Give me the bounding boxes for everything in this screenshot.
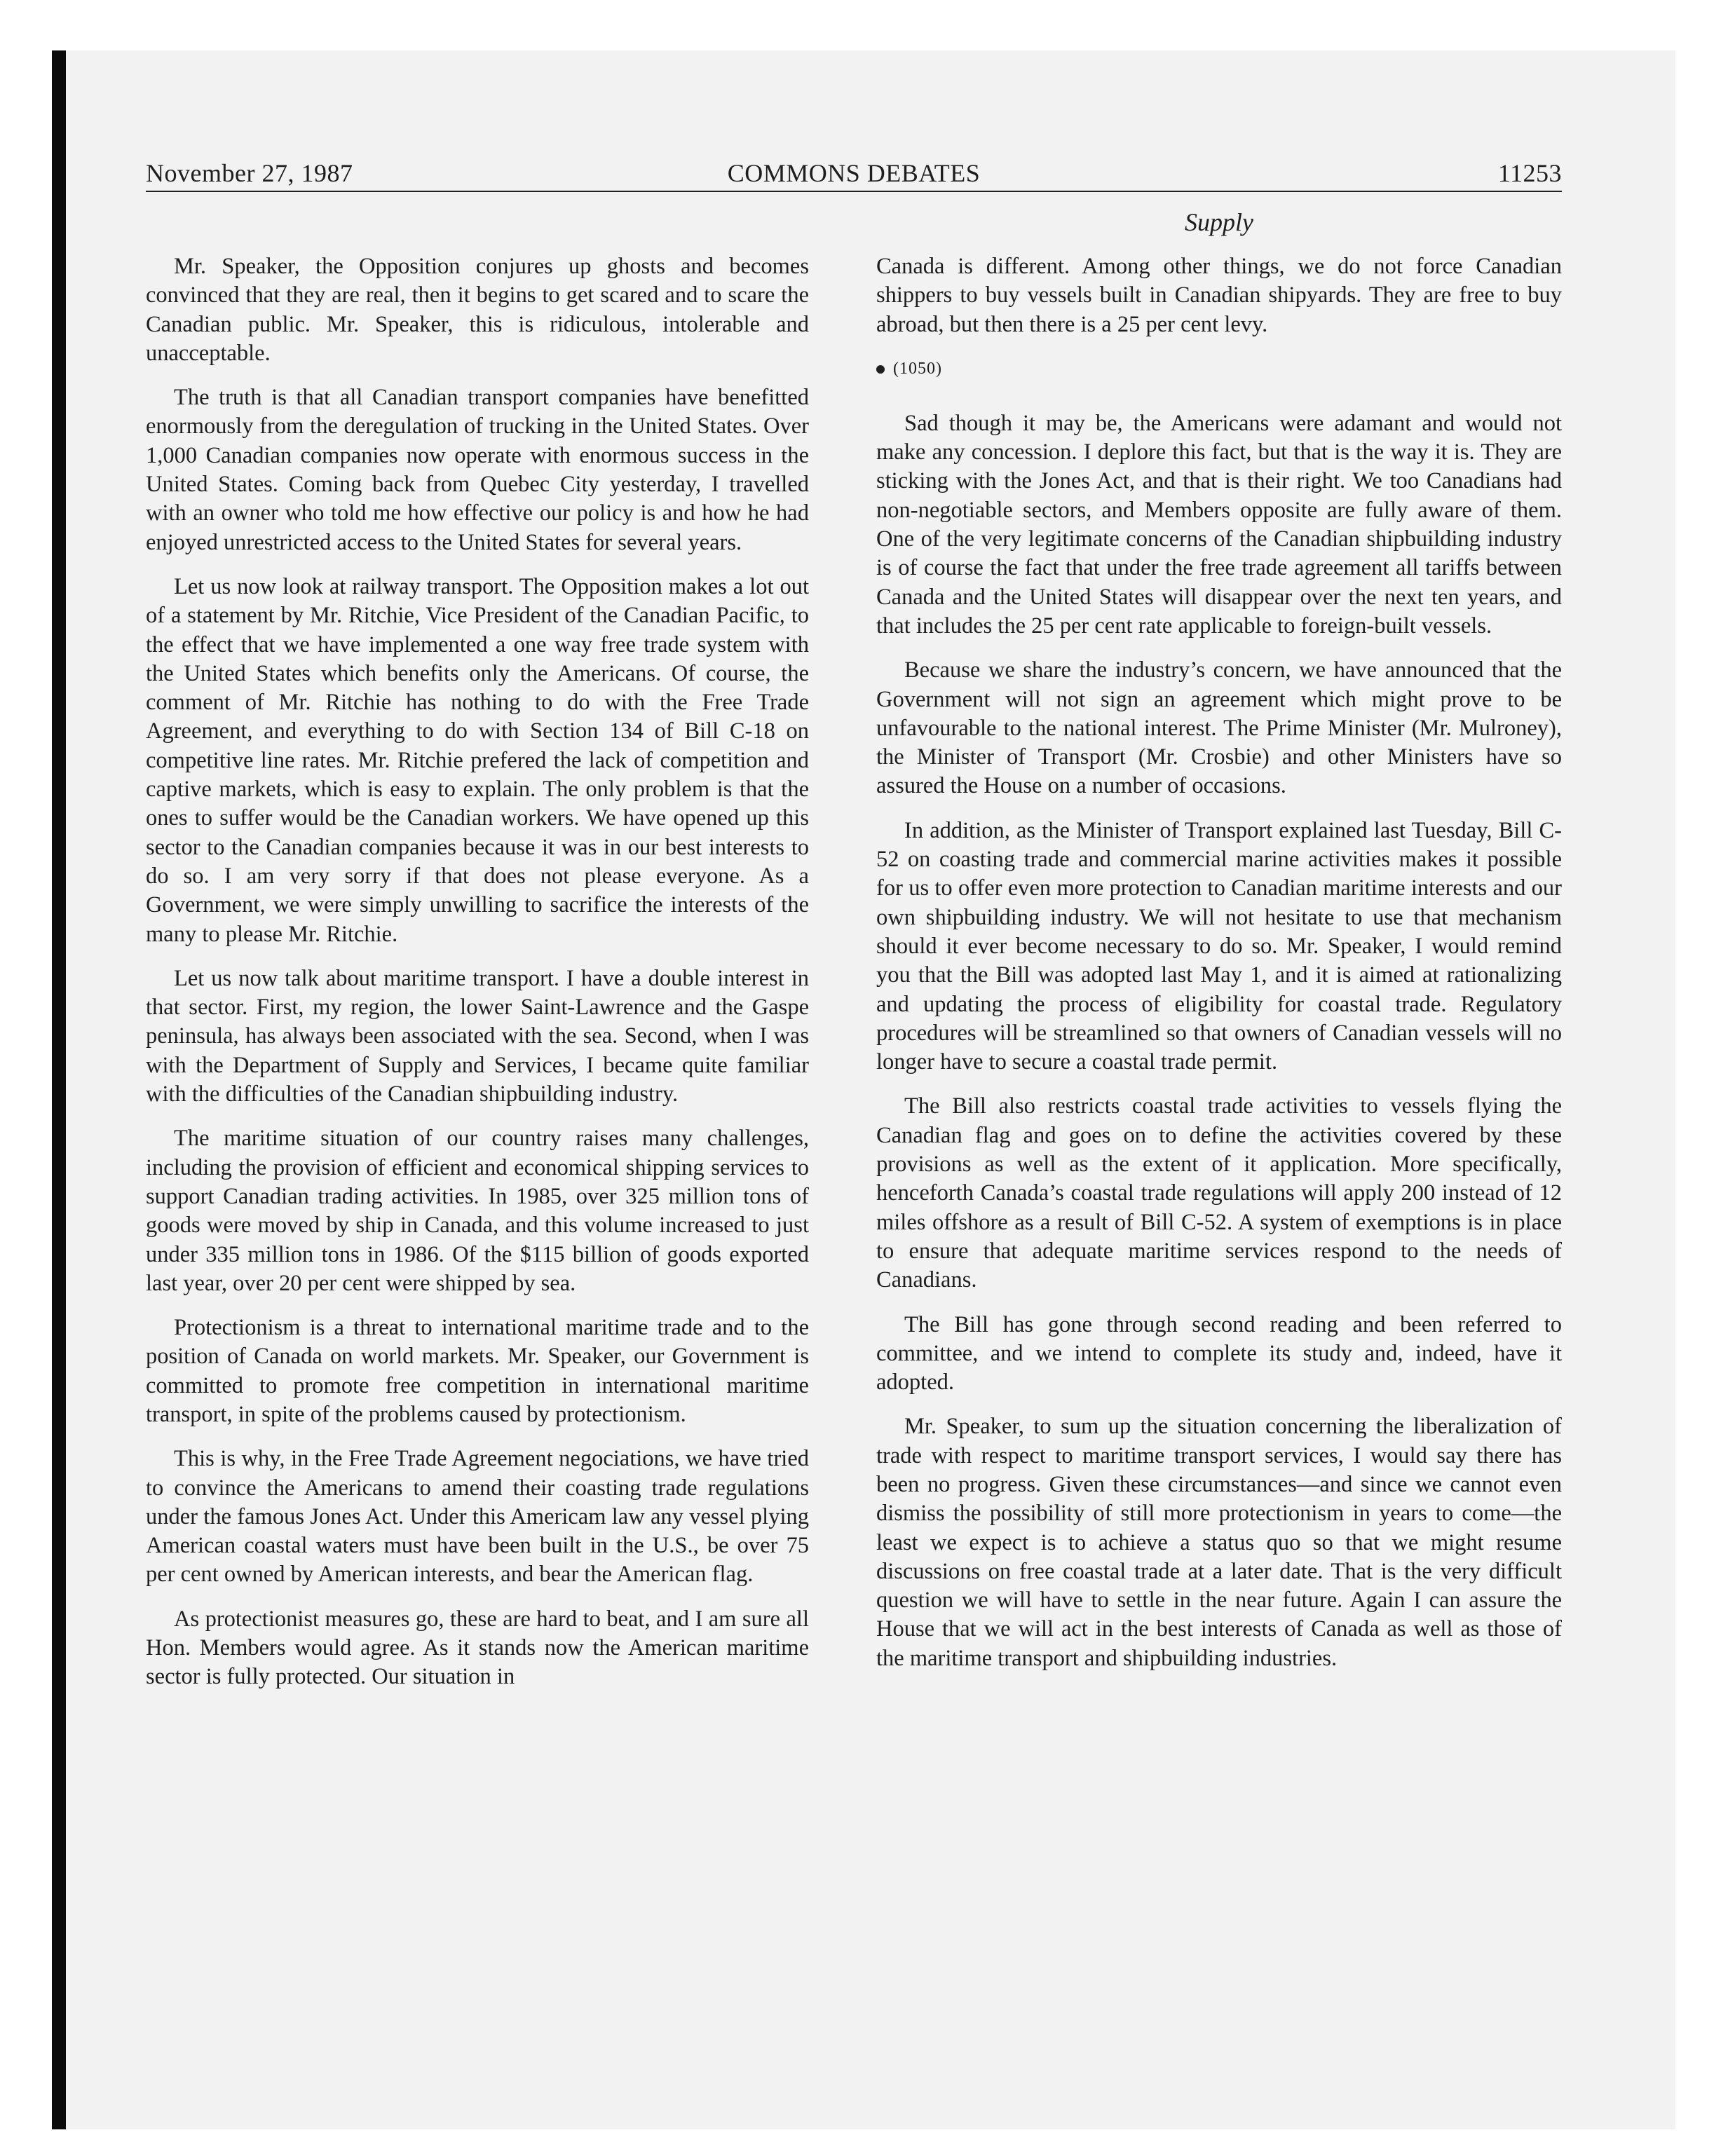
paragraph: The maritime situation of our country raises many challenges, including the provision of efficient and economical shipping services to support Canadian trading activities. In 1985, over 325 million tons of goods were moved by ship in Canada, and this volume increased to just under 335 million tons in 1986. Of the $115 billion of goods exported last year, over 20 per cent were shipped by sea. bbox=[146, 1126, 809, 1296]
header-rule bbox=[146, 191, 1562, 192]
header-page-number: 11253 bbox=[1497, 159, 1562, 187]
scan-edge bbox=[52, 50, 66, 2129]
paragraph: Let us now look at railway transport. The Opposition makes a lot out of a statement by Mr. Ritchie, Vice President of the Canadian Pacific, to the effect that we have implemented a one way free trade system with the United States which benefits only the Americans. Of course, the comment of Mr. Ritchie has nothing to do with the Free Trade Agreement, and everything to do with Section 134 of Bill C-18 on competitive line rates. Mr. Ritchie prefered the lack of competition and captive markets, which is easy to explain. The only problem is that the ones to suffer would be the Canadian workers. We have opened up this sector to the Canadian companies because it was in our best interests to do so. I am very sorry if that does not please everyone. As a Government, we were simply unwilling to sacrifice the interests of the many to please Mr. Ritchie. bbox=[146, 573, 809, 947]
paragraph: The truth is that all Canadian transport companies have benefitted enormously from the deregulation of trucking in the United States. Over 1,000 Canadian companies now operate with enormous success in the United States. Coming back from Quebec City yesterday, I travelled with an owner who told me how effective our policy is and how he had enjoyed unrestricted access to the United States for several years. bbox=[146, 385, 809, 555]
paragraph: As protectionist measures go, these are hard to beat, and I am sure all Hon. Members would agree. As it stands now the American maritime sector is fully protected. Our situation in bbox=[146, 1606, 809, 1690]
paragraph: In addition, as the Minister of Transport explained last Tuesday, Bill C-52 on coasting trade and commercial marine activities makes it possible for us to offer even more protection to Canadian maritime interests and our own shipbuilding industry. We will not hesitate to use that mechanism should it ever become necessary to do so. Mr. Speaker, I would remind you that the Bill was adopted last May 1, and it is aimed at rationalizing and updating the process of eligibility for coastal trade. Regulatory procedures will be streamlined so that owners of Canadian vessels will no longer have to secure a coastal trade permit. bbox=[876, 817, 1562, 1075]
paragraph: Mr. Speaker, to sum up the situation concerning the liberalization of trade with respect to maritime transport services, I would say there has been no progress. Given these circumstances—and since we cannot even dismiss the possibility of still more protectionism in years to come—the least we expect is to achieve a status quo so that we might resume discussions on free coastal trade at a later date. That is the very difficult question we will have to settle in the near future. Again I can assure the House that we will act in the best interests of Canada as well as those of the maritime transport and shipbuilding industries. bbox=[876, 1414, 1562, 1671]
paragraph: Protectionism is a threat to international maritime trade and to the position of Canada on world markets. Mr. Speaker, our Government is committed to promote free competition in international maritime transport, in spite of the problems caused by protectionism. bbox=[146, 1315, 809, 1427]
right-column bbox=[876, 252, 1562, 1688]
header-date: November 27, 1987 bbox=[146, 159, 353, 187]
paragraph: Mr. Speaker, the Opposition conjures up ghosts and becomes convinced that they are real, then it begins to get scared and to scare the Canadian public. Mr. Speaker, this is ridiculous, intolerable and unacceptable. bbox=[146, 254, 809, 366]
section-heading: Supply bbox=[1185, 208, 1253, 236]
time-marker bbox=[876, 355, 1562, 383]
bullet-icon bbox=[876, 365, 885, 374]
paragraph: This is why, in the Free Trade Agreement negociations, we have tried to convince the Americans to amend their coasting trade regulations under the famous Jones Act. Under this Americam law any vessel plying American coastal waters must have been built in the U.S., be over 75 per cent owned by American interests, and bear the American flag. bbox=[146, 1446, 809, 1588]
paragraph: The Bill also restricts coastal trade activities to vessels flying the Canadian flag and goes on to define the activities covered by these provisions as well as the extent of it application. More specifically, henceforth Canada’s coastal trade regulations will apply 200 instead of 12 miles offshore as a result of Bill C-52. A system of exemptions is in place to ensure that adequate maritime services respond to the needs of Canadians. bbox=[876, 1093, 1562, 1293]
paragraph: Because we share the industry’s concern, we have announced that the Government will not sign an agreement which might prove to be unfavourable to the national interest. The Prime Minister (Mr. Mulroney), the Minister of Transport (Mr. Crosbie) and other Ministers have so assured the House on a number of occasions. bbox=[876, 657, 1562, 799]
left-column bbox=[146, 252, 809, 1707]
paragraph: The Bill has gone through second reading and been referred to committee, and we intend to complete its study and, indeed, have it adopted. bbox=[876, 1311, 1562, 1396]
paragraph: Let us now talk about maritime transport. I have a double interest in that sector. First, my region, the lower Saint-Lawrence and the Gaspe peninsula, has always been associated with the sea. Second, when I was with the Department of Supply and Services, I became quite familiar with the difficulties of the Canadian shipbuilding industry. bbox=[146, 965, 809, 1107]
page-header bbox=[146, 158, 1562, 188]
paragraph: Sad though it may be, the Americans were adamant and would not make any concession. I deplore this fact, but that is the way it is. They are sticking with the Jones Act, and that is their right. We too Canadians had non-negotiable sectors, and Members opposite are fully aware of them. One of the very legitimate concerns of the Canadian shipbuilding industry is of course the fact that under the free trade agreement all tariffs between Canada and the United States will disappear over the next ten years, and that includes the 25 per cent rate applicable to foreign-built vessels. bbox=[876, 410, 1562, 639]
time-marker-text: (1050) bbox=[893, 359, 942, 378]
continued-paragraph: Canada is different. Among other things, we do not force Canadian shippers to buy vessels built in Canadian shipyards. They are free to buy abroad, but then there is a 25 per cent levy. bbox=[876, 254, 1562, 337]
header-title: COMMONS DEBATES bbox=[727, 159, 981, 187]
